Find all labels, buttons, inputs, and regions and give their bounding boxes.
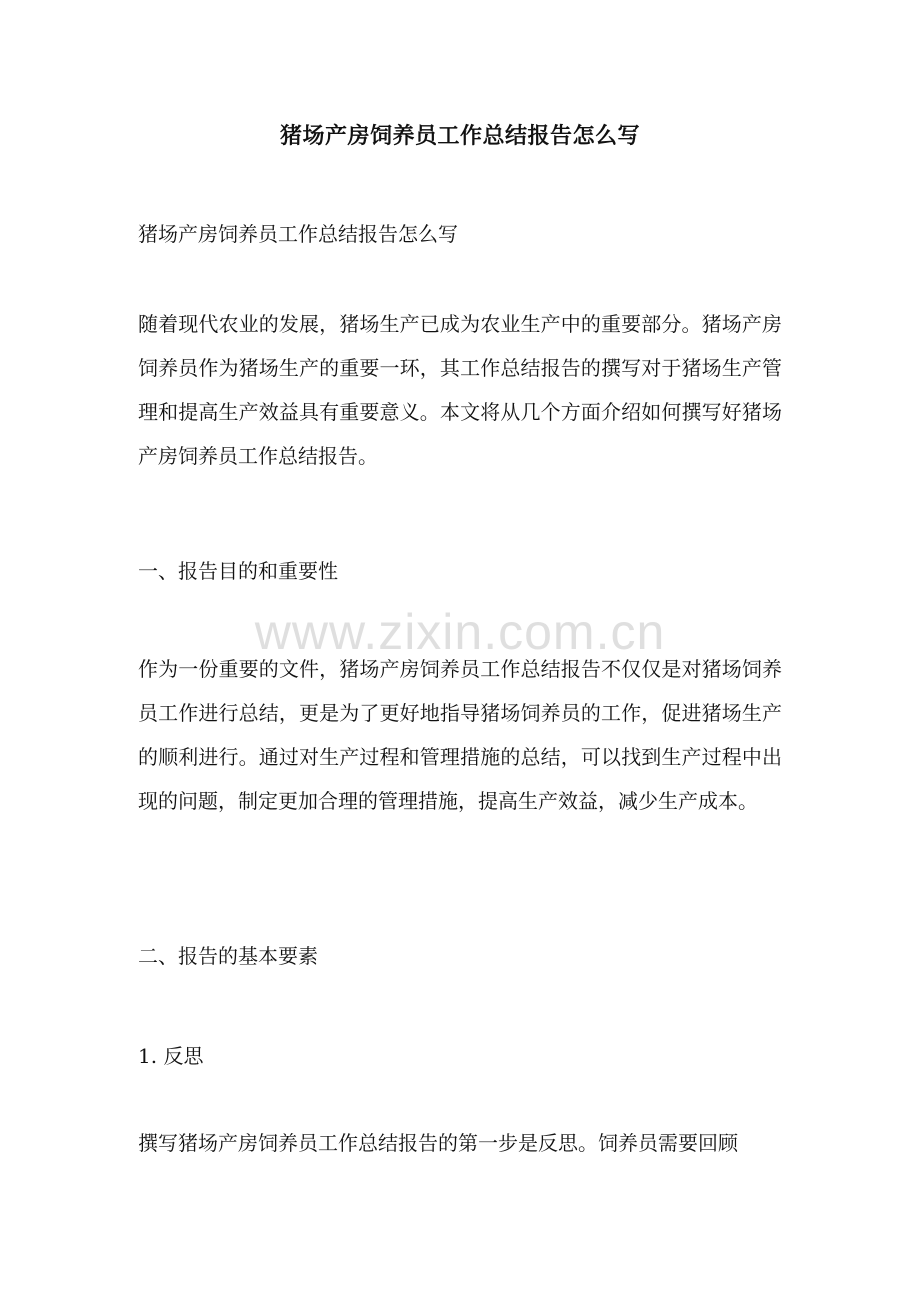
section-heading-elements: 二、报告的基本要素 <box>138 944 318 968</box>
subsection-heading-reflection: 1. 反思 <box>138 1044 204 1068</box>
document-title: 猪场产房饲养员工作总结报告怎么写 <box>279 123 640 149</box>
watermark: www.zixin.com.cn <box>254 604 666 660</box>
document-subtitle: 猪场产房饲养员工作总结报告怎么写 <box>138 222 458 246</box>
paragraph-purpose: 作为一份重要的文件，猪场产房饲养员工作总结报告不仅仅是对猪场饲养员工作进行总结，更是为了更好地指导猪场饲养员的工作，促进猪场生产的顺利进行。通过对生产过程和管理措施的总结，可以找到生产过程中出现的问题，制定更加合理的管理措施，提高生产效益，减少生产成本。 <box>138 657 782 813</box>
paragraph-reflection: 撰写猪场产房饲养员工作总结报告的第一步是反思。饲养员需要回顾 <box>138 1131 738 1155</box>
paragraph-intro: 随着现代农业的发展，猪场生产已成为农业生产中的重要部分。猪场产房饲养员作为猪场生产的重要一环，其工作总结报告的撰写对于猪场生产管理和提高生产效益具有重要意义。本文将从几个方面介绍如何撰写好猪场产房饲养员工作总结报告。 <box>138 312 782 468</box>
section-heading-purpose: 一、报告目的和重要性 <box>138 559 338 583</box>
